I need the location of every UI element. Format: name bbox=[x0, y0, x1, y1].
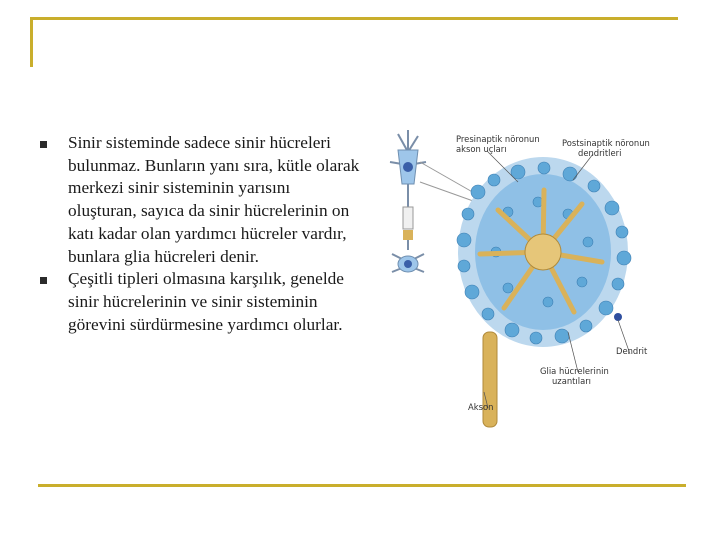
glia-cell-cluster bbox=[457, 157, 631, 347]
top-accent-line bbox=[30, 17, 678, 20]
label-dendrite: Dendrit bbox=[616, 346, 648, 356]
axon-shape bbox=[483, 332, 497, 427]
label-postsynaptic-1: Postsinaptik nöronun bbox=[562, 138, 650, 148]
bottom-accent-line bbox=[38, 484, 686, 487]
left-accent-line bbox=[30, 17, 33, 67]
square-bullet-icon bbox=[40, 141, 47, 148]
bullet-text: Çeşitli tipleri olmasına karşılık, genelde sinir hücrelerinin ve sinir sisteminin görevini sürdürmesine yardımcı olurlar. bbox=[68, 269, 344, 334]
label-presynaptic-1: Presinaptik nöronun bbox=[456, 134, 540, 144]
label-presynaptic-2: akson uçları bbox=[456, 144, 507, 154]
square-bullet-icon bbox=[40, 277, 47, 284]
small-neuron-bottom bbox=[392, 240, 424, 272]
bullet-item bbox=[40, 132, 360, 268]
bullet-item bbox=[40, 268, 360, 336]
label-glia-2: uzantıları bbox=[552, 376, 591, 386]
small-neuron-top bbox=[390, 130, 426, 240]
bullet-text: Sinir sisteminde sadece sinir hücreleri bulunmaz. Bunların yanı sıra, kütle olarak merkezi sinir sisteminin yarısını oluşturan, sayıca da sinir hücrelerinin on katı kadar olan yardımcı hücreler vardır, bunlara glia hücreleri denir. bbox=[68, 133, 360, 266]
label-axon: Akson bbox=[468, 402, 494, 412]
label-glia-1: Glia hücrelerinin bbox=[540, 366, 609, 376]
bullet-list bbox=[40, 132, 360, 336]
label-postsynaptic-2: dendritleri bbox=[578, 148, 622, 158]
zoom-callout-lines bbox=[420, 162, 476, 202]
glia-neuron-illustration bbox=[368, 122, 698, 432]
